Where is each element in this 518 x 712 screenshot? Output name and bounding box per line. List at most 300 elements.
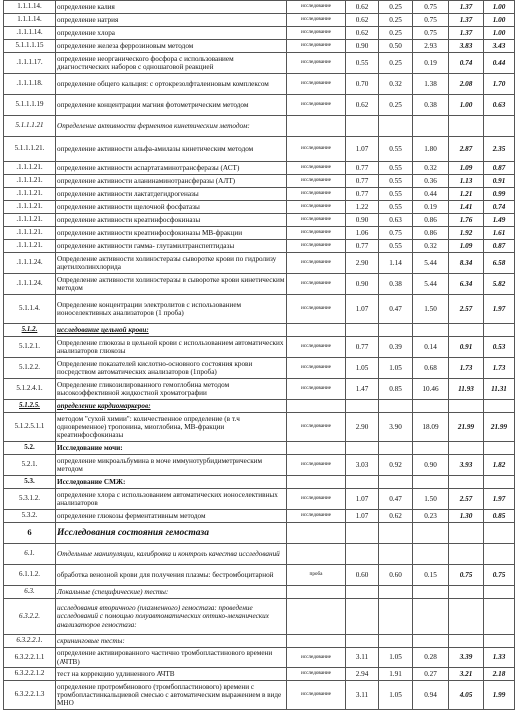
row-value-2: 3.90 — [379, 413, 413, 442]
row-value-1: 3.11 — [346, 681, 379, 710]
row-name: определение общего кальция: с ортокрезолфталеиновым комплексом — [56, 74, 287, 95]
row-value-1: 0.62 — [346, 1, 379, 14]
row-value-3: 10.46 — [413, 379, 449, 400]
row-value-2: 0.60 — [379, 565, 413, 586]
row-name: исследования вторичного (плазменного) гемостаза: проведение исследований с помощью полуавтоматических оптико-механических анализаторов гемостаза: — [56, 599, 287, 635]
row-unit: исследование — [287, 1, 346, 14]
row-value-5: 1.70 — [484, 74, 515, 95]
table-row — [4, 648, 515, 668]
row-code: .1.1.1.21. — [4, 201, 56, 214]
row-unit: проба — [287, 565, 346, 586]
row-unit: исследование — [287, 413, 346, 442]
row-unit: исследование — [287, 668, 346, 681]
row-value-5 — [484, 324, 515, 337]
row-value-5 — [484, 599, 515, 635]
row-unit — [287, 400, 346, 413]
table-row — [4, 413, 515, 442]
table-row — [4, 476, 515, 489]
row-name: определение активности гамма- глутамилтранспептидазы — [56, 240, 287, 253]
row-value-2: 0.55 — [379, 201, 413, 214]
row-unit: исследование — [287, 295, 346, 324]
row-value-4: 3.93 — [449, 455, 484, 476]
row-unit: исследование — [287, 14, 346, 27]
row-value-2 — [379, 324, 413, 337]
row-code: 6.3.2.2.1. — [4, 635, 56, 648]
row-code: 5.1.2.1. — [4, 337, 56, 358]
row-value-5: 1.00 — [484, 27, 515, 40]
row-value-4 — [449, 324, 484, 337]
table-row — [4, 668, 515, 681]
row-value-1: 0.77 — [346, 175, 379, 188]
row-unit: исследование — [287, 227, 346, 240]
table-row — [4, 53, 515, 74]
row-unit: исследование — [287, 240, 346, 253]
row-value-5: 1.97 — [484, 489, 515, 510]
row-value-3: 0.32 — [413, 162, 449, 175]
row-value-5: 1.99 — [484, 681, 515, 710]
row-unit — [287, 116, 346, 137]
table-row — [4, 116, 515, 137]
row-value-1 — [346, 586, 379, 599]
table-row — [4, 586, 515, 599]
row-value-5: 0.75 — [484, 565, 515, 586]
row-name: Определение показателей кислотно-основного состояния крови посредством автоматических анализаторов (1проба) — [56, 358, 287, 379]
row-value-5: 1.49 — [484, 214, 515, 227]
row-name: метoдом "сухой химии": количественное определение (в т.ч одновременное) тропонина, миоглобина, МВ-фракции креатинфосфокиназы — [56, 413, 287, 442]
row-value-5: 1.97 — [484, 295, 515, 324]
row-value-5 — [484, 116, 515, 137]
row-value-1: 2.90 — [346, 253, 379, 274]
row-value-4: 1.00 — [449, 95, 484, 116]
row-value-4 — [449, 400, 484, 413]
row-value-1: 0.62 — [346, 14, 379, 27]
row-value-2: 0.25 — [379, 95, 413, 116]
table-row — [4, 337, 515, 358]
table-row — [4, 137, 515, 162]
row-code: .1.1.1.17. — [4, 53, 56, 74]
row-value-1: 0.77 — [346, 162, 379, 175]
row-value-2: 0.55 — [379, 137, 413, 162]
row-value-1 — [346, 116, 379, 137]
row-value-4 — [449, 586, 484, 599]
row-value-2 — [379, 116, 413, 137]
row-value-4: 1.92 — [449, 227, 484, 240]
row-value-3 — [413, 523, 449, 544]
row-value-1: 0.62 — [346, 27, 379, 40]
row-name: Исследование СМЖ: — [56, 476, 287, 489]
row-value-1: 2.94 — [346, 668, 379, 681]
row-code: .1.1.1.24. — [4, 253, 56, 274]
row-value-5: 2.35 — [484, 137, 515, 162]
row-name: тест на коррекцию удлиненного АЧТВ — [56, 668, 287, 681]
row-code: 5.3. — [4, 476, 56, 489]
row-code: 5.1.2.4.1. — [4, 379, 56, 400]
row-code: 5.1.1.1.21. — [4, 137, 56, 162]
row-name: определение активности аланинаминотрансферазы (АЛТ) — [56, 175, 287, 188]
table-row — [4, 358, 515, 379]
row-value-5: 1.73 — [484, 358, 515, 379]
row-unit: исследование — [287, 53, 346, 74]
row-value-4: 2.87 — [449, 137, 484, 162]
row-value-2: 0.62 — [379, 510, 413, 523]
row-code: .1.1.1.21. — [4, 240, 56, 253]
row-value-5: 6.58 — [484, 253, 515, 274]
row-value-3: 0.75 — [413, 27, 449, 40]
row-value-4: 8.34 — [449, 253, 484, 274]
row-value-5: 0.74 — [484, 201, 515, 214]
row-code: 6.3. — [4, 586, 56, 599]
row-unit: исследование — [287, 214, 346, 227]
row-code: .1.1.1.21. — [4, 188, 56, 201]
row-value-2 — [379, 586, 413, 599]
row-value-3 — [413, 324, 449, 337]
row-value-2 — [379, 476, 413, 489]
row-name: Определение гликозилированного гемоглобина методом высокоэффективной жидкостной хроматографии — [56, 379, 287, 400]
row-value-3 — [413, 476, 449, 489]
row-value-5 — [484, 523, 515, 544]
row-value-3: 0.28 — [413, 648, 449, 668]
row-value-5: 1.82 — [484, 455, 515, 476]
row-value-3 — [413, 586, 449, 599]
row-value-4 — [449, 116, 484, 137]
row-code: .1.1.1.21. — [4, 227, 56, 240]
row-value-2: 1.05 — [379, 648, 413, 668]
table-row — [4, 599, 515, 635]
row-value-2: 0.47 — [379, 295, 413, 324]
row-value-1 — [346, 442, 379, 455]
price-table-body — [4, 1, 515, 710]
row-name: Исследование мочи: — [56, 442, 287, 455]
row-value-5: 0.53 — [484, 337, 515, 358]
row-unit — [287, 442, 346, 455]
row-value-3 — [413, 544, 449, 565]
row-name: обработка венозной крови для получения плазмы: бестромбоцитарной — [56, 565, 287, 586]
row-code: .1.1.1.14. — [4, 27, 56, 40]
row-value-3: 0.15 — [413, 565, 449, 586]
row-code: 5.1.1.1.19 — [4, 95, 56, 116]
row-value-4: 1.73 — [449, 358, 484, 379]
row-code: 6 — [4, 523, 56, 544]
row-value-4: 3.21 — [449, 668, 484, 681]
row-name: определение хлора — [56, 27, 287, 40]
row-value-1: 1.07 — [346, 510, 379, 523]
row-value-4: 6.34 — [449, 274, 484, 295]
row-value-4: 2.08 — [449, 74, 484, 95]
table-row — [4, 14, 515, 27]
row-value-4 — [449, 599, 484, 635]
row-value-1 — [346, 544, 379, 565]
row-code: 6.3.2.2.1.1 — [4, 648, 56, 668]
row-unit — [287, 586, 346, 599]
row-value-4 — [449, 442, 484, 455]
row-name: определение неорганического фосфора с использованием диагностических наборов с одношаговой реакцией — [56, 53, 287, 74]
row-value-2: 0.63 — [379, 214, 413, 227]
row-unit — [287, 324, 346, 337]
row-unit: исследование — [287, 162, 346, 175]
row-name: определение железа феррозиновым методом — [56, 40, 287, 53]
row-unit: исследование — [287, 510, 346, 523]
row-code: 5.3.1.2. — [4, 489, 56, 510]
table-row — [4, 40, 515, 53]
row-value-4: 1.09 — [449, 162, 484, 175]
row-value-4: 4.05 — [449, 681, 484, 710]
table-row — [4, 214, 515, 227]
row-unit: исследование — [287, 379, 346, 400]
row-unit: исследование — [287, 681, 346, 710]
table-row — [4, 201, 515, 214]
row-code: 5.1.2.5. — [4, 400, 56, 413]
row-value-1: 0.55 — [346, 53, 379, 74]
row-unit — [287, 476, 346, 489]
row-value-1: 1.07 — [346, 295, 379, 324]
table-row — [4, 175, 515, 188]
row-value-2: 0.32 — [379, 74, 413, 95]
table-row — [4, 565, 515, 586]
row-value-3: 18.09 — [413, 413, 449, 442]
row-value-5 — [484, 476, 515, 489]
row-name: определение активности лактатдегидрогеназы — [56, 188, 287, 201]
row-value-5: 0.87 — [484, 162, 515, 175]
row-value-5: 0.87 — [484, 240, 515, 253]
row-value-3: 0.19 — [413, 201, 449, 214]
row-value-3: 0.44 — [413, 188, 449, 201]
table-row — [4, 253, 515, 274]
table-row — [4, 442, 515, 455]
row-code: 5.3.2. — [4, 510, 56, 523]
row-unit — [287, 523, 346, 544]
row-name: определение микроальбумина в моче иммунотурбидиметрическим методом — [56, 455, 287, 476]
row-value-1 — [346, 324, 379, 337]
row-name: определение протромбинового (тромбопластинового) времени с тромбопластинкальциевой смесью с автоматическим выражением в виде МНО — [56, 681, 287, 710]
price-table — [3, 0, 515, 710]
row-value-1: 0.90 — [346, 214, 379, 227]
row-unit — [287, 635, 346, 648]
row-value-4: 0.74 — [449, 53, 484, 74]
row-value-2 — [379, 442, 413, 455]
row-value-3: 0.75 — [413, 14, 449, 27]
row-value-3: 1.50 — [413, 295, 449, 324]
row-code: 5.1.2. — [4, 324, 56, 337]
row-value-4: 0.75 — [449, 565, 484, 586]
row-value-2: 1.14 — [379, 253, 413, 274]
row-value-3 — [413, 400, 449, 413]
row-value-3: 0.94 — [413, 681, 449, 710]
row-name: Отдельные манипуляции, калибровка и контроль качества исследований — [56, 544, 287, 565]
row-unit: исследование — [287, 137, 346, 162]
row-code: 5.2.1. — [4, 455, 56, 476]
row-value-3 — [413, 442, 449, 455]
row-value-3 — [413, 116, 449, 137]
table-row — [4, 95, 515, 116]
row-unit: исследование — [287, 253, 346, 274]
row-value-4: 21.99 — [449, 413, 484, 442]
row-name: определение активности альфа-амилазы кинетическим методом — [56, 137, 287, 162]
table-row — [4, 523, 515, 544]
row-code: 6.1.1.2. — [4, 565, 56, 586]
row-value-4: 1.76 — [449, 214, 484, 227]
row-value-2 — [379, 635, 413, 648]
row-value-4: 1.37 — [449, 27, 484, 40]
row-name: исследование цельной крови: — [56, 324, 287, 337]
table-row — [4, 274, 515, 295]
row-value-4 — [449, 635, 484, 648]
row-code: 5.1.1.1.15 — [4, 40, 56, 53]
row-value-1: 0.70 — [346, 74, 379, 95]
table-row — [4, 188, 515, 201]
row-value-3: 0.32 — [413, 240, 449, 253]
row-code: 5.1.2.5.1.1 — [4, 413, 56, 442]
row-value-5: 2.18 — [484, 668, 515, 681]
row-code: 1.1.1.14. — [4, 14, 56, 27]
row-name: Определение активности холинэстеразы в сыворотке крови кинетическим методом — [56, 274, 287, 295]
row-value-2: 0.55 — [379, 188, 413, 201]
row-code: 5.1.1.1.21 — [4, 116, 56, 137]
row-value-5: 0.44 — [484, 53, 515, 74]
row-value-2: 0.55 — [379, 162, 413, 175]
row-name: определение активности щелочной фосфатазы — [56, 201, 287, 214]
row-value-3: 0.68 — [413, 358, 449, 379]
row-unit: исследование — [287, 201, 346, 214]
row-value-2 — [379, 400, 413, 413]
row-value-4 — [449, 523, 484, 544]
row-value-2 — [379, 599, 413, 635]
row-value-1 — [346, 635, 379, 648]
row-value-1: 1.07 — [346, 137, 379, 162]
row-value-2: 0.47 — [379, 489, 413, 510]
row-value-1: 1.05 — [346, 358, 379, 379]
row-value-3: 2.93 — [413, 40, 449, 53]
row-code: 6.3.2.2.1.3 — [4, 681, 56, 710]
row-value-1: 0.90 — [346, 40, 379, 53]
row-value-5: 1.00 — [484, 14, 515, 27]
row-value-3: 0.23 — [413, 510, 449, 523]
row-value-1: 1.07 — [346, 489, 379, 510]
table-row — [4, 635, 515, 648]
row-value-1: 0.62 — [346, 95, 379, 116]
row-unit — [287, 599, 346, 635]
row-value-4: 2.57 — [449, 489, 484, 510]
row-name: определение калия — [56, 1, 287, 14]
row-code: .1.1.1.24. — [4, 274, 56, 295]
row-name: определение активности аспартатаминотрансферазы (АСТ) — [56, 162, 287, 175]
row-code: 1.1.1.14. — [4, 1, 56, 14]
row-value-4: 1.30 — [449, 510, 484, 523]
row-unit: исследование — [287, 175, 346, 188]
row-value-3 — [413, 599, 449, 635]
row-value-3: 1.38 — [413, 74, 449, 95]
table-row — [4, 1, 515, 14]
row-code: .1.1.1.21. — [4, 162, 56, 175]
row-value-3: 0.14 — [413, 337, 449, 358]
row-value-4: 1.37 — [449, 1, 484, 14]
row-name: скрининговые тесты: — [56, 635, 287, 648]
row-value-3: 0.75 — [413, 1, 449, 14]
row-value-4: 2.57 — [449, 295, 484, 324]
row-value-2: 0.25 — [379, 27, 413, 40]
table-row — [4, 400, 515, 413]
row-value-3: 0.36 — [413, 175, 449, 188]
row-value-3: 0.38 — [413, 95, 449, 116]
row-value-3: 0.19 — [413, 53, 449, 74]
row-value-3 — [413, 635, 449, 648]
row-value-2: 0.25 — [379, 1, 413, 14]
row-name: Исследования состояния гемостаза — [56, 523, 287, 544]
row-unit: исследование — [287, 27, 346, 40]
row-value-4 — [449, 544, 484, 565]
row-value-1: 0.90 — [346, 274, 379, 295]
table-row — [4, 379, 515, 400]
row-unit: исследование — [287, 337, 346, 358]
row-value-1 — [346, 400, 379, 413]
row-value-1: 1.06 — [346, 227, 379, 240]
row-value-5 — [484, 586, 515, 599]
table-row — [4, 162, 515, 175]
row-value-3: 5.44 — [413, 274, 449, 295]
row-name: Определение активности ферментов кинетическим методом: — [56, 116, 287, 137]
row-value-2: 1.05 — [379, 358, 413, 379]
row-value-2: 0.92 — [379, 455, 413, 476]
row-unit: исследование — [287, 74, 346, 95]
row-unit: исследование — [287, 95, 346, 116]
row-value-1: 0.77 — [346, 337, 379, 358]
table-row — [4, 240, 515, 253]
table-row — [4, 455, 515, 476]
row-value-5: 5.82 — [484, 274, 515, 295]
row-value-5: 11.31 — [484, 379, 515, 400]
row-value-1: 0.77 — [346, 188, 379, 201]
row-value-1: 3.11 — [346, 648, 379, 668]
row-name: определение натрия — [56, 14, 287, 27]
row-name: определение кардиомаркеров: — [56, 400, 287, 413]
row-value-4: 1.13 — [449, 175, 484, 188]
row-code: 5.1.1.4. — [4, 295, 56, 324]
row-value-4 — [449, 476, 484, 489]
row-value-3: 0.90 — [413, 455, 449, 476]
row-unit: исследование — [287, 40, 346, 53]
row-value-2: 0.50 — [379, 40, 413, 53]
row-value-4: 1.41 — [449, 201, 484, 214]
row-value-5 — [484, 400, 515, 413]
row-unit: исследование — [287, 648, 346, 668]
row-value-3: 0.27 — [413, 668, 449, 681]
row-code: .1.1.1.21. — [4, 175, 56, 188]
row-value-5: 1.61 — [484, 227, 515, 240]
row-value-5: 0.85 — [484, 510, 515, 523]
table-row — [4, 489, 515, 510]
row-value-1: 0.77 — [346, 240, 379, 253]
row-value-2: 0.25 — [379, 14, 413, 27]
row-name: определение активированного частично тромбопластинового времени (АЧТВ) — [56, 648, 287, 668]
row-unit: исследование — [287, 358, 346, 379]
row-value-2: 0.55 — [379, 240, 413, 253]
row-name: Определение активности холинэстеразы сыворотке крови по гидролизу ацетилхолинхлорида — [56, 253, 287, 274]
row-unit: исследование — [287, 274, 346, 295]
row-value-5: 1.33 — [484, 648, 515, 668]
row-value-4: 1.09 — [449, 240, 484, 253]
table-row — [4, 544, 515, 565]
row-code: 6.1. — [4, 544, 56, 565]
table-row — [4, 227, 515, 240]
row-code: 6.3.2.2. — [4, 599, 56, 635]
row-value-2: 0.38 — [379, 274, 413, 295]
row-unit: исследование — [287, 188, 346, 201]
row-code: 6.3.2.2.1.2 — [4, 668, 56, 681]
row-value-1: 1.47 — [346, 379, 379, 400]
row-name: определение хлора с использованием автоматических ионоселективных анализаторов — [56, 489, 287, 510]
row-value-5: 0.63 — [484, 95, 515, 116]
row-value-4: 1.37 — [449, 14, 484, 27]
table-row — [4, 324, 515, 337]
